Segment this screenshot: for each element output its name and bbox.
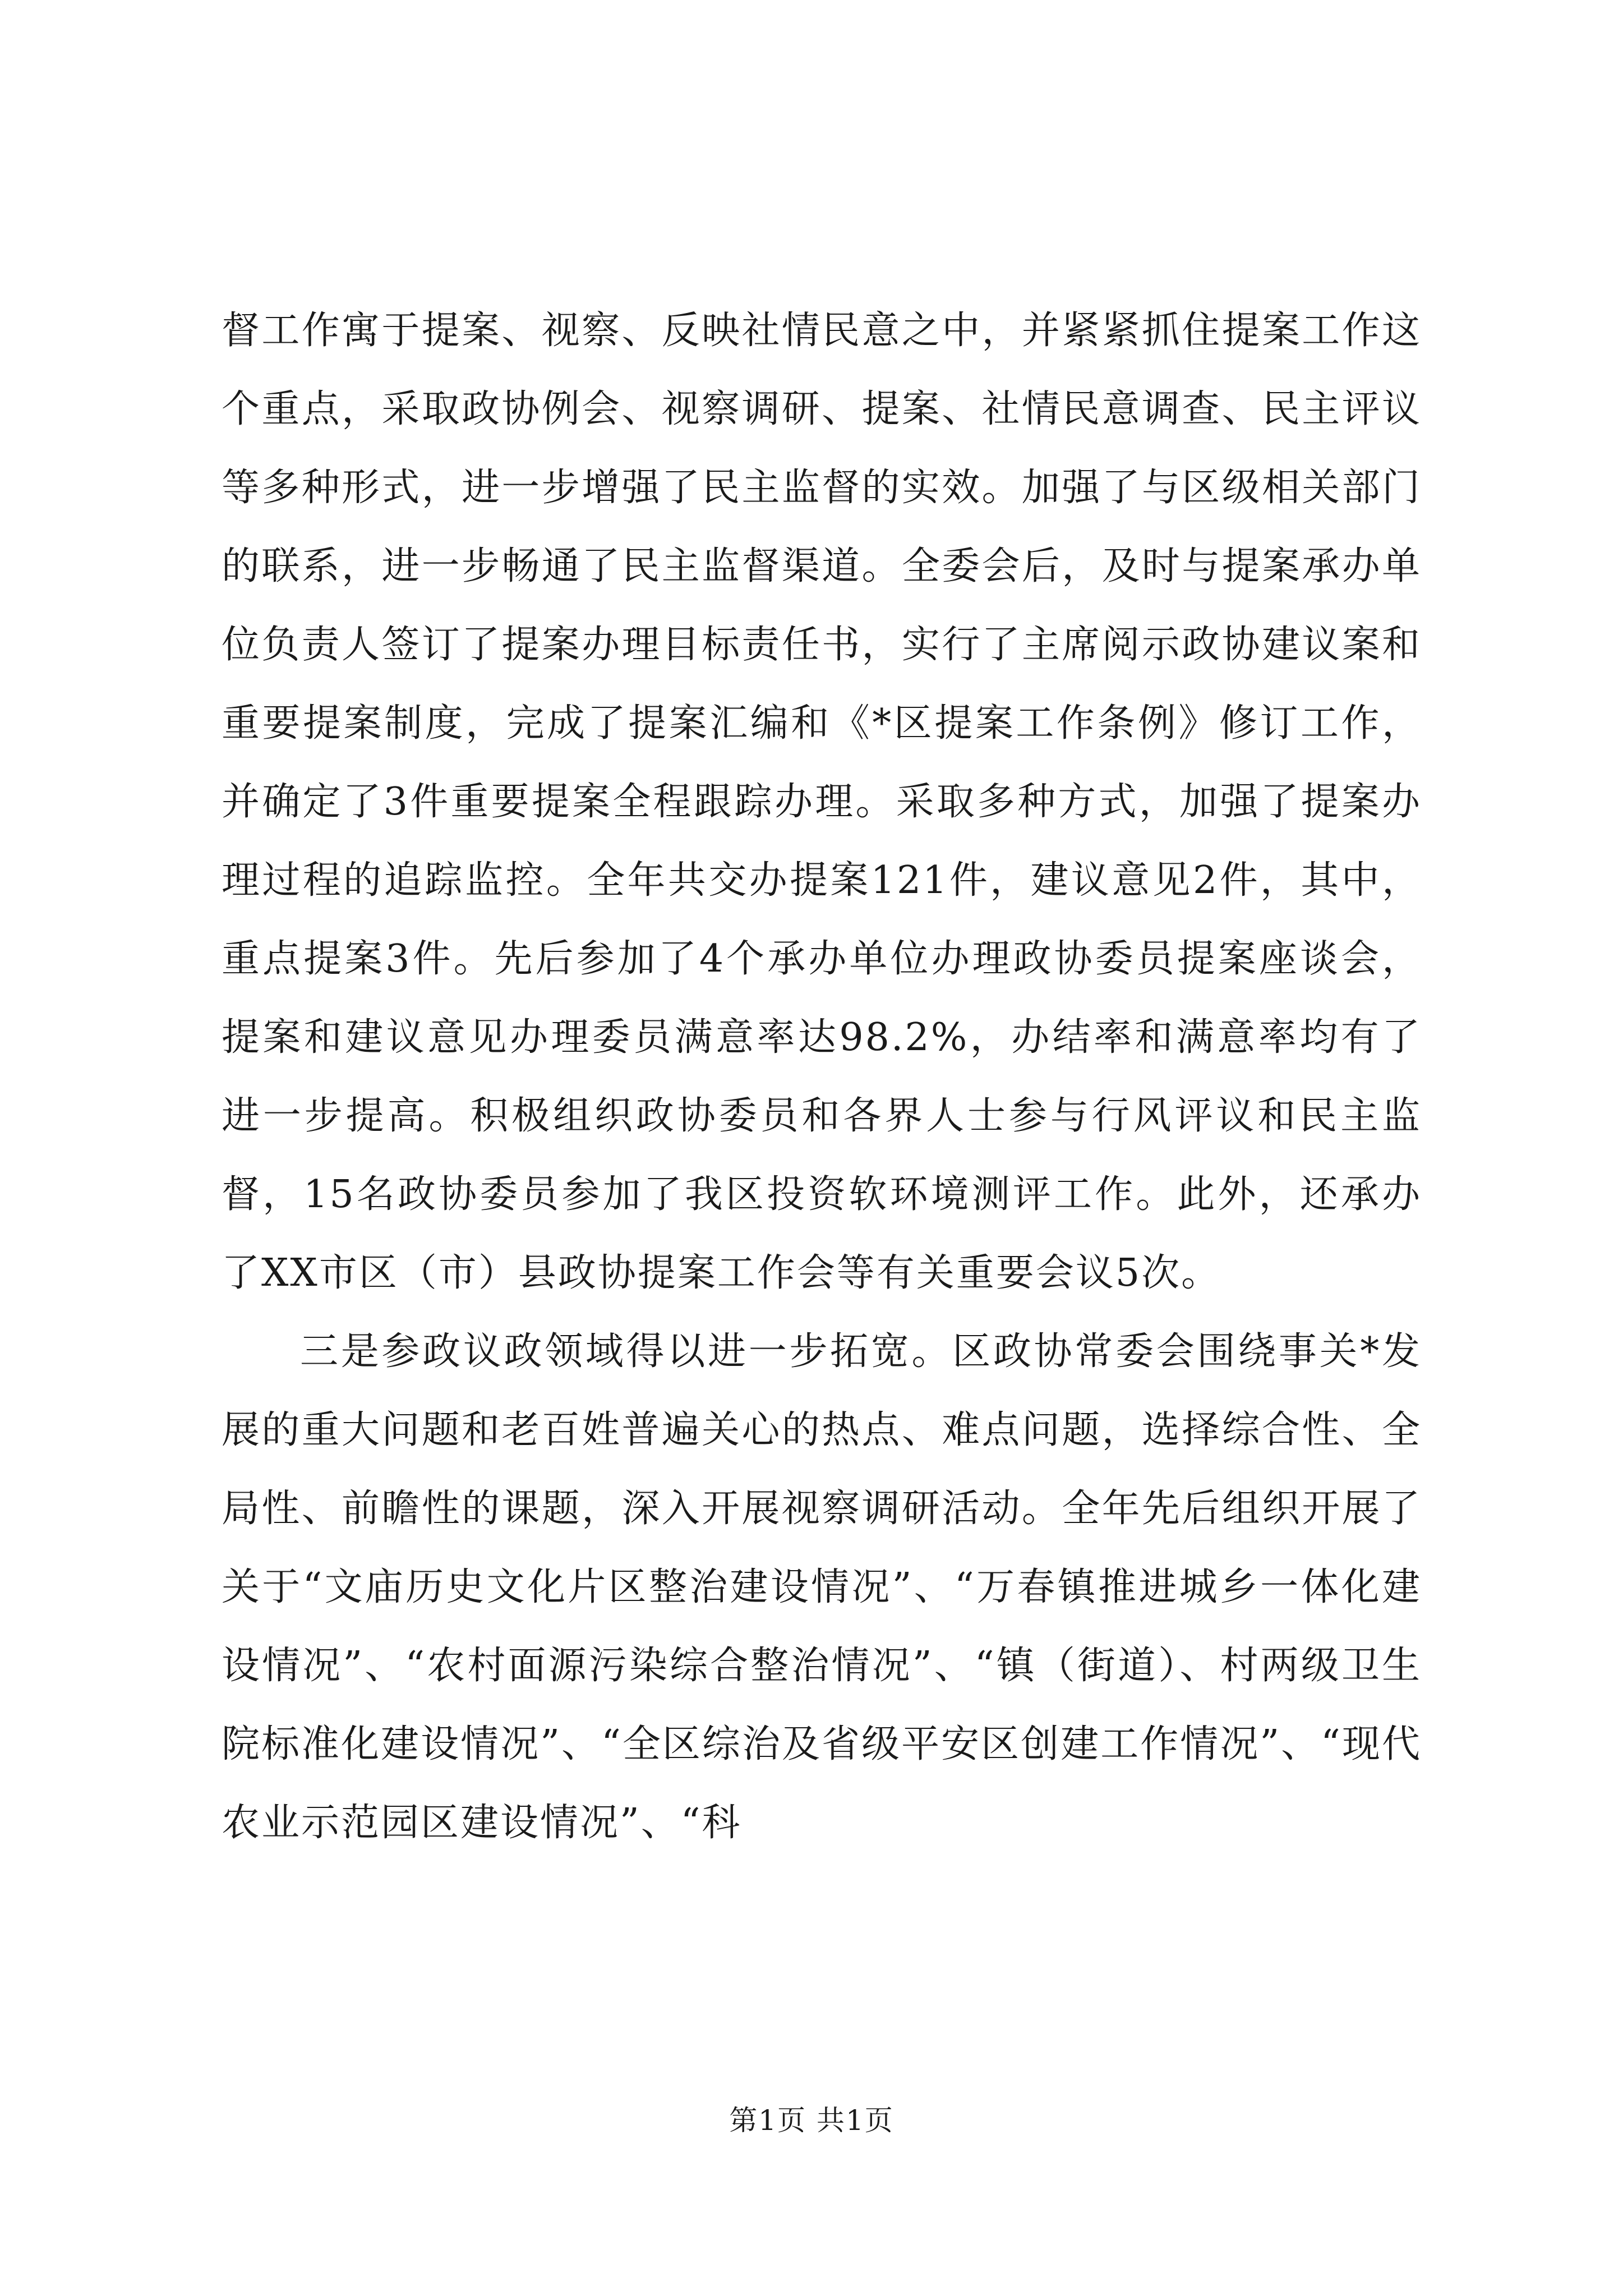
page-footer: 第1页 共1页 (729, 2104, 894, 2137)
document-body (222, 292, 1422, 1862)
body-paragraph-third-point: 三是参政议政领域得以进一步拓宽。区政协常委会围绕事关*发展的重大问题和老百姓普遍关心的热点、难点问题，选择综合性、全局性、前瞻性的课题，深入开展视察调研活动。全年先后组织开展了关于“文庙历史文化片区整治建设情况”、“万春镇推进城乡一体化建设情况”、“农村面源污染综合整治情况”、“镇（街道）、村两级卫生院标准化建设情况”、“全区综治及省级平安区创建工作情况”、“现代农业示范园区建设情况”、“科 (222, 1329, 1422, 1845)
body-paragraph-continued: 督工作寓于提案、视察、反映社情民意之中，并紧紧抓住提案工作这个重点，采取政协例会、视察调研、提案、社情民意调查、民主评议等多种形式，进一步增强了民主监督的实效。加强了与区级相关部门的联系，进一步畅通了民主监督渠道。全委会后，及时与提案承办单位负责人签订了提案办理目标责任书，实行了主席阅示政协建议案和重要提案制度，完成了提案汇编和《*区提案工作条例》修订工作，并确定了3件重要提案全程跟踪办理。采取多种方式，加强了提案办理过程的追踪监控。全年共交办提案121件，建议意见2件，其中，重点提案3件。先后参加了4个承办单位办理政协委员提案座谈会，提案和建议意见办理委员满意率达98.2%，办结率和满意率均有了进一步提高。积极组织政协委员和各界人士参与行风评议和民主监督，15名政协委员参加了我区投资软环境测评工作。此外，还承办了XX市区（市）县政协提案工作会等有关重要会议5次。 (222, 309, 1422, 1295)
